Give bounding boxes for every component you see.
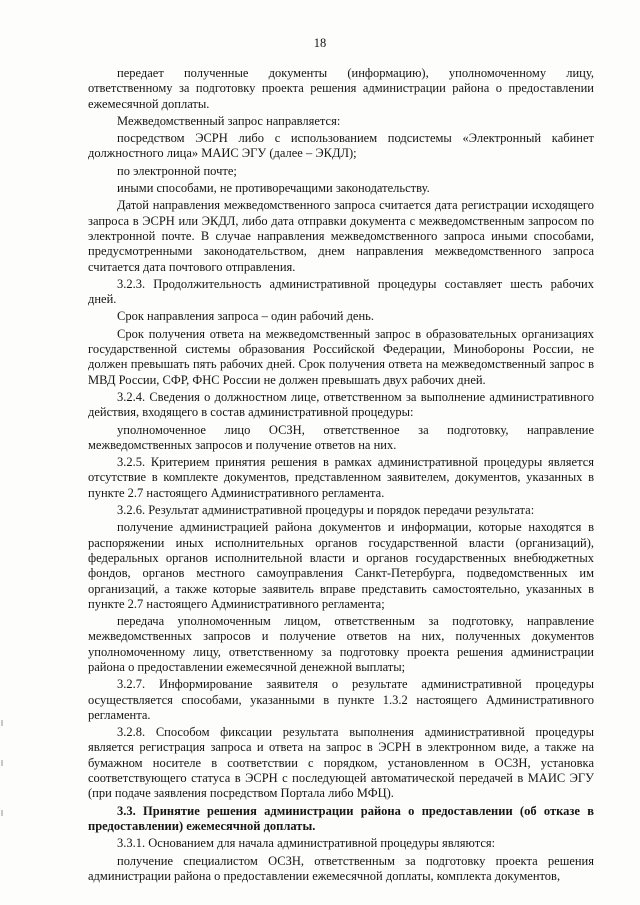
paragraph: Срок получения ответа на межведомственный запрос в образовательных организациях государственной системы образования Российской Федерации, Минобороны России, не должен превышать пять рабочих дней. Срок получения ответа на межведомственный запрос в МВД России, СФР, ФНС России не должен превышать двух рабочих дней. xyxy=(88,326,594,387)
page-number: 18 xyxy=(313,36,327,50)
paragraph: иными способами, не противоречащими законодательству. xyxy=(117,181,430,196)
paragraph: получение администрацией района документов и информации, которые находятся в распоряжении иных исполнительных органов государственной власти (организаций), федеральных органов исполнительной власти и органов государственных внебюджетных фондов, органов местного самоуправления Санкт-Петербурга, подведомственных им организаций, а также которые заявитель вправе представить самостоятельно, указанных в пункте 2.7 настоящего Административного регламента; xyxy=(88,520,594,611)
scan-edge-marks xyxy=(1,720,3,840)
paragraph: уполномоченное лицо ОСЗН, ответственное за подготовку, направление межведомственных запросов и получение ответов на них. xyxy=(88,422,594,452)
paragraph: 3.2.6. Результат административной процедуры и порядок передачи результата: xyxy=(117,503,535,518)
paragraph: 3.2.3. Продолжительность административной процедуры составляет шесть рабочих дней. xyxy=(88,276,594,307)
paragraph: Датой направления межведомственного запроса считается дата регистрации исходящего запроса в ЭСРН или ЭКДЛ, либо дата отправки документа с межведомственным запросом по электронной почте. В случае направления межведомственного запроса иными способами, предусмотренными законодательством, днем направления межведомственного запроса считается дата почтового отправления. xyxy=(88,198,594,274)
paragraph: Межведомственный запрос направляется: xyxy=(117,113,341,128)
paragraph: получение специалистом ОСЗН, ответственным за подготовку проекта решения администрации района о предоставлении ежемесячной доплаты, комплекта документов, xyxy=(88,853,594,883)
section-heading: 3.3. Принятие решения администрации района о предоставлении (об отказе в предоставлении) ежемесячной доплаты. xyxy=(88,803,594,833)
paragraph: по электронной почте; xyxy=(117,163,237,178)
paragraph: Срок направления запроса – один рабочий день. xyxy=(117,309,374,324)
paragraph: передает полученные документы (информацию), уполномоченному лицу, ответственному за подготовку проекта решения администрации района о предоставлении ежемесячной доплаты. xyxy=(88,66,594,111)
paragraph: 3.2.7. Информирование заявителя о результате административной процедуры осуществляется способами, указанными в пункте 1.3.2 настоящего Административного регламента. xyxy=(88,677,594,722)
paragraph: 3.2.8. Способом фиксации результата выполнения административной процедуры является регистрация запроса и ответа на запрос в ЭСРН в электронном виде, а также на бумажном носителе в соответствии с порядком, установленном в ОСЗН, установка соответствующего статуса в ЭСРН с последующей автоматической передачей в МАИС ЭГУ (при подаче заявления посредством Портала либо МФЦ). xyxy=(88,725,594,801)
paragraph: 3.3.1. Основанием для начала административной процедуры являются: xyxy=(117,836,496,851)
paragraph: 3.2.4. Сведения о должностном лице, ответственном за выполнение административного действия, входящего в состав административной процедуры: xyxy=(88,389,594,420)
paragraph: посредством ЭСРН либо с использованием подсистемы «Электронный кабинет должностного лица» МАИС ЭГУ (далее – ЭКДЛ); xyxy=(88,131,594,161)
paragraph: 3.2.5. Критерием принятия решения в рамках административной процедуры является отсутствие в комплекте документов, представленном заявителем, документов, указанных в пункте 2.7 настоящего Административного регламента. xyxy=(88,455,594,500)
document-body xyxy=(88,66,594,886)
paragraph: передача уполномоченным лицом, ответственным за подготовку, направление межведомственных запросов и получение ответов на них, полученных документов уполномоченному лицу, ответственному за подготовку проекта решения администрации района о предоставлении ежемесячной денежной выплаты; xyxy=(88,614,594,674)
